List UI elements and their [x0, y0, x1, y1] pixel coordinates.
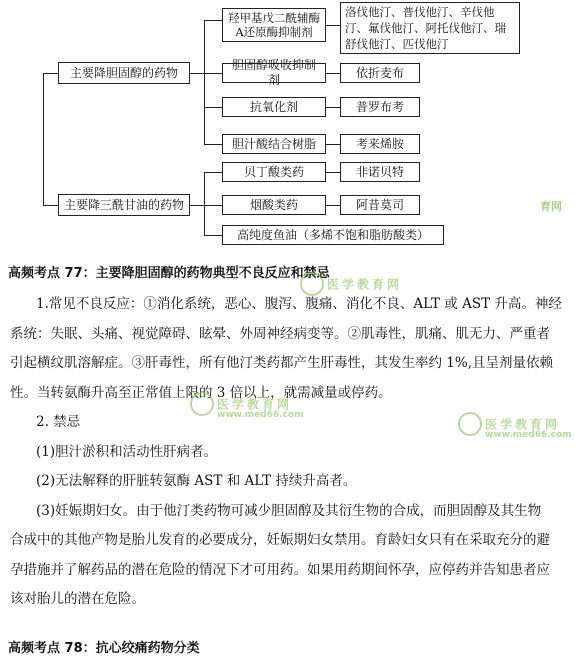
category-box: 胆固醇吸收抑制剂	[222, 63, 326, 83]
watermark-text: 医学教育网	[327, 277, 403, 292]
text-line: 2. 禁忌	[36, 414, 81, 430]
category-box: 胆汁酸结合树脂	[222, 134, 326, 154]
connector	[326, 25, 340, 26]
connector	[204, 205, 222, 206]
watermark-text: 医学教育网	[217, 397, 293, 412]
text-line: 系统：失眠、头痛、视觉障碍、眩晕、外周神经病变等。②肌毒性，肌痛、肌无力、严重者	[10, 325, 550, 342]
connector	[326, 73, 340, 74]
category-box: 烟酸类药	[222, 195, 326, 215]
drug-box: 普罗布考	[340, 97, 420, 117]
watermark-logo-icon	[458, 412, 482, 436]
connector	[204, 172, 205, 236]
connector	[204, 20, 222, 21]
watermark-url: www.med66.com	[217, 410, 304, 420]
category-box: 羟甲基戊二酰辅酶A还原酶抑制剂	[222, 8, 326, 42]
text-line: 1.常见不良反应：①消化系统，恶心、腹泻、腹痛、消化不良、ALT 或 AST 升高。神经	[36, 296, 562, 312]
text-line: (1)胆汁淤积和活动性肝病者。	[36, 443, 218, 460]
connector	[43, 73, 58, 74]
connector	[326, 107, 340, 108]
watermark-logo-icon	[190, 392, 214, 416]
category-box: 高纯度鱼油（多烯不饱和脂肪酸类）	[222, 225, 444, 245]
connector	[204, 144, 222, 145]
connector	[326, 205, 340, 206]
text-line: 性。当转氨酶升高至正常值上限的 3 倍以上，就需减量或停药。	[10, 384, 392, 401]
connector	[326, 172, 340, 173]
text-line: 引起横纹肌溶解症。③肝毒性，所有他汀类药都产生肝毒性，其发生率约 1%,且呈剂量依赖	[10, 355, 553, 371]
drug-box: 非诺贝特	[340, 162, 420, 182]
watermark	[190, 392, 304, 420]
drug-box: 洛伐他汀、普伐他汀、辛伐他汀、氟伐他汀、阿托伐他汀、瑞舒伐他汀、匹伐他汀	[340, 2, 520, 54]
text-line: (2)无法解释的肝脏转氨酶 AST 和 ALT 持续升高者。	[36, 473, 357, 489]
text-line: 该对胎儿的潜在危险。	[10, 591, 145, 607]
category-box: 贝丁酸类药	[222, 162, 326, 182]
text-line: 孕措施并了解药品的潜在危险的情况下才可用药。如果用药期间怀孕，应停药并告知患者应	[10, 561, 550, 578]
watermark	[458, 412, 572, 440]
watermark-url: www.med66.com	[485, 430, 572, 440]
watermark-text: 医学教育网	[485, 417, 561, 432]
connector	[204, 20, 205, 145]
connector	[190, 205, 204, 206]
connector	[326, 144, 340, 145]
paragraph	[10, 290, 563, 615]
text-line: (3)妊娠期妇女。由于他汀类药物可减少胆固醇及其衍生物的合成，而胆固醇及其生物	[36, 502, 542, 519]
section-heading: 高频考点 77：主要降胆固醇的药物典型不良反应和禁忌	[8, 266, 330, 281]
drug-box: 阿昔莫司	[340, 195, 420, 215]
group-label-cholesterol: 主要降胆固醇的药物	[58, 62, 190, 84]
watermark	[300, 272, 402, 296]
connector	[204, 172, 222, 173]
text-line: 合成中的其他产物是胎儿发育的必要成分，妊娠期妇女禁用。育龄妇女只有在采取充分的避	[10, 532, 550, 548]
section-heading: 高频考点 78：抗心绞痛药物分类	[8, 641, 200, 656]
connector	[204, 235, 222, 236]
watermark-text: 育网	[540, 200, 562, 213]
connector	[204, 73, 222, 74]
connector	[43, 205, 58, 206]
category-box: 抗氧化剂	[222, 97, 326, 117]
watermark-logo-icon	[300, 272, 324, 296]
connector	[43, 73, 44, 205]
connector	[190, 73, 204, 74]
drug-box: 依折麦布	[340, 63, 420, 83]
group-label-triglyceride: 主要降三酰甘油的药物	[58, 194, 190, 216]
connector	[204, 107, 222, 108]
drug-box: 考来烯胺	[340, 134, 420, 154]
